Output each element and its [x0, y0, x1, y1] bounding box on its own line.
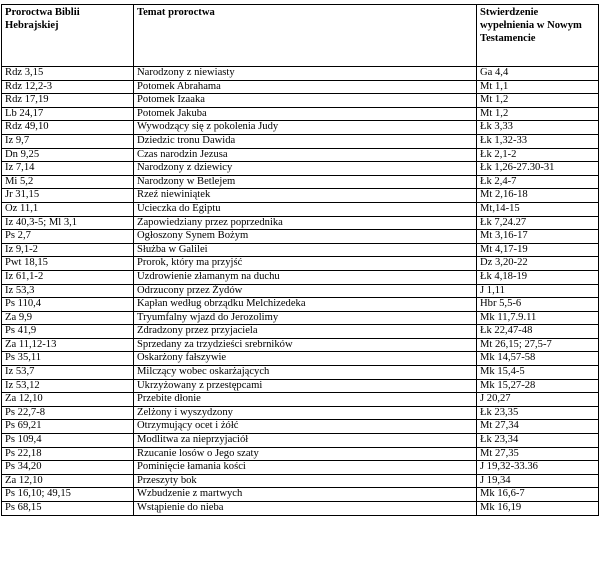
cell-topic: Ogłoszony Synem Bożym	[134, 230, 477, 244]
table-row	[2, 243, 599, 257]
cell-topic: Dziedzic tronu Dawida	[134, 134, 477, 148]
table-row	[2, 230, 599, 244]
table-row	[2, 488, 599, 502]
cell-topic: Sprzedany za trzydzieści srebrników	[134, 338, 477, 352]
cell-fulfillment: J 1,11	[477, 284, 599, 298]
cell-fulfillment: Mt 27,34	[477, 420, 599, 434]
table-row	[2, 270, 599, 284]
cell-topic: Przebite dłonie	[134, 393, 477, 407]
table-row	[2, 107, 599, 121]
cell-fulfillment: Mt 1,1	[477, 80, 599, 94]
cell-prophecy: Iz 9,7	[2, 134, 134, 148]
cell-topic: Rzeź niewiniątek	[134, 189, 477, 203]
table-row	[2, 216, 599, 230]
cell-prophecy: Ps 34,20	[2, 461, 134, 475]
table-row	[2, 366, 599, 380]
table-row	[2, 148, 599, 162]
cell-fulfillment: Łk 22,47-48	[477, 325, 599, 339]
cell-prophecy: Jr 31,15	[2, 189, 134, 203]
table-row	[2, 352, 599, 366]
cell-topic: Kapłan według obrządku Melchizedeka	[134, 298, 477, 312]
cell-fulfillment: Mk 15,4-5	[477, 366, 599, 380]
table-row	[2, 434, 599, 448]
cell-prophecy: Rdz 49,10	[2, 121, 134, 135]
cell-fulfillment: Łk 2,1-2	[477, 148, 599, 162]
cell-prophecy: Iz 7,14	[2, 162, 134, 176]
table-row	[2, 162, 599, 176]
cell-fulfillment: Mk 16,19	[477, 502, 599, 516]
header-topic: Temat proroctwa	[134, 5, 477, 67]
cell-topic: Ucieczka do Egiptu	[134, 202, 477, 216]
cell-topic: Zapowiedziany przez poprzednika	[134, 216, 477, 230]
cell-fulfillment: Mk 14,57-58	[477, 352, 599, 366]
cell-prophecy: Iz 53,3	[2, 284, 134, 298]
cell-topic: Zdradzony przez przyjaciela	[134, 325, 477, 339]
cell-fulfillment: Łk 23,34	[477, 434, 599, 448]
table-row	[2, 338, 599, 352]
cell-fulfillment: Łk 1,32-33	[477, 134, 599, 148]
cell-topic: Uzdrowienie złamanym na duchu	[134, 270, 477, 284]
cell-topic: Otrzymujący ocet i żółć	[134, 420, 477, 434]
table-row	[2, 175, 599, 189]
cell-topic: Przeszyty bok	[134, 474, 477, 488]
cell-fulfillment: J 20,27	[477, 393, 599, 407]
cell-fulfillment: Mt 26,15; 27,5-7	[477, 338, 599, 352]
cell-prophecy: Ps 22,18	[2, 447, 134, 461]
table-row	[2, 257, 599, 271]
table-row	[2, 311, 599, 325]
cell-prophecy: Ps 68,15	[2, 502, 134, 516]
cell-prophecy: Rdz 12,2-3	[2, 80, 134, 94]
cell-fulfillment: Łk 7,24.27	[477, 216, 599, 230]
cell-topic: Wzbudzenie z martwych	[134, 488, 477, 502]
cell-topic: Narodzony w Betlejem	[134, 175, 477, 189]
table-row	[2, 393, 599, 407]
cell-prophecy: Ps 69,21	[2, 420, 134, 434]
cell-prophecy: Iz 53,12	[2, 379, 134, 393]
cell-prophecy: Lb 24,17	[2, 107, 134, 121]
cell-topic: Czas narodzin Jezusa	[134, 148, 477, 162]
cell-topic: Odrzucony przez Żydów	[134, 284, 477, 298]
cell-prophecy: Ps 35,11	[2, 352, 134, 366]
cell-fulfillment: Mk 15,27-28	[477, 379, 599, 393]
cell-topic: Narodzony z dziewicy	[134, 162, 477, 176]
table-row	[2, 420, 599, 434]
cell-fulfillment: Łk 3,33	[477, 121, 599, 135]
cell-fulfillment: Łk 4,18-19	[477, 270, 599, 284]
header-prophecy: Proroctwa Biblii Hebrajskiej	[2, 5, 134, 67]
cell-topic: Wstąpienie do nieba	[134, 502, 477, 516]
cell-prophecy: Iz 9,1-2	[2, 243, 134, 257]
table-row	[2, 447, 599, 461]
cell-prophecy: Ps 16,10; 49,15	[2, 488, 134, 502]
table-row	[2, 67, 599, 81]
cell-topic: Rzucanie losów o Jego szaty	[134, 447, 477, 461]
prophecy-table	[1, 4, 599, 516]
header-fulfillment: Stwierdzenie wypełnienia w Nowym Testamencie	[477, 5, 599, 67]
cell-prophecy: Iz 40,3-5; Ml 3,1	[2, 216, 134, 230]
table-row	[2, 406, 599, 420]
cell-topic: Potomek Izaaka	[134, 94, 477, 108]
cell-fulfillment: Mt 1,2	[477, 107, 599, 121]
cell-fulfillment: Łk 2,4-7	[477, 175, 599, 189]
table-row	[2, 379, 599, 393]
cell-topic: Potomek Jakuba	[134, 107, 477, 121]
cell-fulfillment: Mt 27,35	[477, 447, 599, 461]
cell-prophecy: Dn 9,25	[2, 148, 134, 162]
table-row	[2, 202, 599, 216]
table-row	[2, 121, 599, 135]
cell-fulfillment: J 19,34	[477, 474, 599, 488]
header-row	[2, 5, 599, 67]
cell-prophecy: Rdz 3,15	[2, 67, 134, 81]
cell-prophecy: Ps 109,4	[2, 434, 134, 448]
cell-fulfillment: Mk 16,6-7	[477, 488, 599, 502]
cell-topic: Modlitwa za nieprzyjaciół	[134, 434, 477, 448]
cell-fulfillment: Ga 4,4	[477, 67, 599, 81]
cell-fulfillment: Mt,14-15	[477, 202, 599, 216]
cell-prophecy: Ps 2,7	[2, 230, 134, 244]
cell-topic: Oskarżony fałszywie	[134, 352, 477, 366]
cell-prophecy: Za 11,12-13	[2, 338, 134, 352]
cell-fulfillment: Mt 2,16-18	[477, 189, 599, 203]
table-row	[2, 284, 599, 298]
cell-topic: Tryumfalny wjazd do Jerozolimy	[134, 311, 477, 325]
cell-prophecy: Rdz 17,19	[2, 94, 134, 108]
cell-topic: Zelżony i wyszydzony	[134, 406, 477, 420]
table-row	[2, 325, 599, 339]
cell-topic: Prorok, który ma przyjść	[134, 257, 477, 271]
cell-prophecy: Za 12,10	[2, 393, 134, 407]
cell-fulfillment: Mt 4,17-19	[477, 243, 599, 257]
cell-prophecy: Pwt 18,15	[2, 257, 134, 271]
table-body	[2, 67, 599, 516]
table-row	[2, 80, 599, 94]
cell-prophecy: Za 12,10	[2, 474, 134, 488]
table-row	[2, 298, 599, 312]
cell-fulfillment: Hbr 5,5-6	[477, 298, 599, 312]
cell-prophecy: Ps 41,9	[2, 325, 134, 339]
cell-topic: Wywodzący się z pokolenia Judy	[134, 121, 477, 135]
cell-prophecy: Iz 53,7	[2, 366, 134, 380]
cell-fulfillment: Mt 1,2	[477, 94, 599, 108]
cell-prophecy: Mi 5,2	[2, 175, 134, 189]
cell-topic: Ukrzyżowany z przestępcami	[134, 379, 477, 393]
cell-fulfillment: Łk 1,26-27.30-31	[477, 162, 599, 176]
table-row	[2, 134, 599, 148]
cell-fulfillment: Mk 11,7.9.11	[477, 311, 599, 325]
cell-topic: Potomek Abrahama	[134, 80, 477, 94]
table-row	[2, 189, 599, 203]
cell-fulfillment: J 19,32-33.36	[477, 461, 599, 475]
cell-prophecy: Ps 22,7-8	[2, 406, 134, 420]
table-row	[2, 94, 599, 108]
cell-prophecy: Iz 61,1-2	[2, 270, 134, 284]
table-row	[2, 502, 599, 516]
cell-prophecy: Ps 110,4	[2, 298, 134, 312]
cell-topic: Narodzony z niewiasty	[134, 67, 477, 81]
cell-fulfillment: Łk 23,35	[477, 406, 599, 420]
cell-fulfillment: Dz 3,20-22	[477, 257, 599, 271]
table-row	[2, 474, 599, 488]
table-header	[2, 5, 599, 67]
table-row	[2, 461, 599, 475]
cell-prophecy: Oz 11,1	[2, 202, 134, 216]
cell-topic: Pominięcie łamania kości	[134, 461, 477, 475]
cell-topic: Służba w Galilei	[134, 243, 477, 257]
cell-topic: Milczący wobec oskarżających	[134, 366, 477, 380]
cell-prophecy: Za 9,9	[2, 311, 134, 325]
cell-fulfillment: Mt 3,16-17	[477, 230, 599, 244]
